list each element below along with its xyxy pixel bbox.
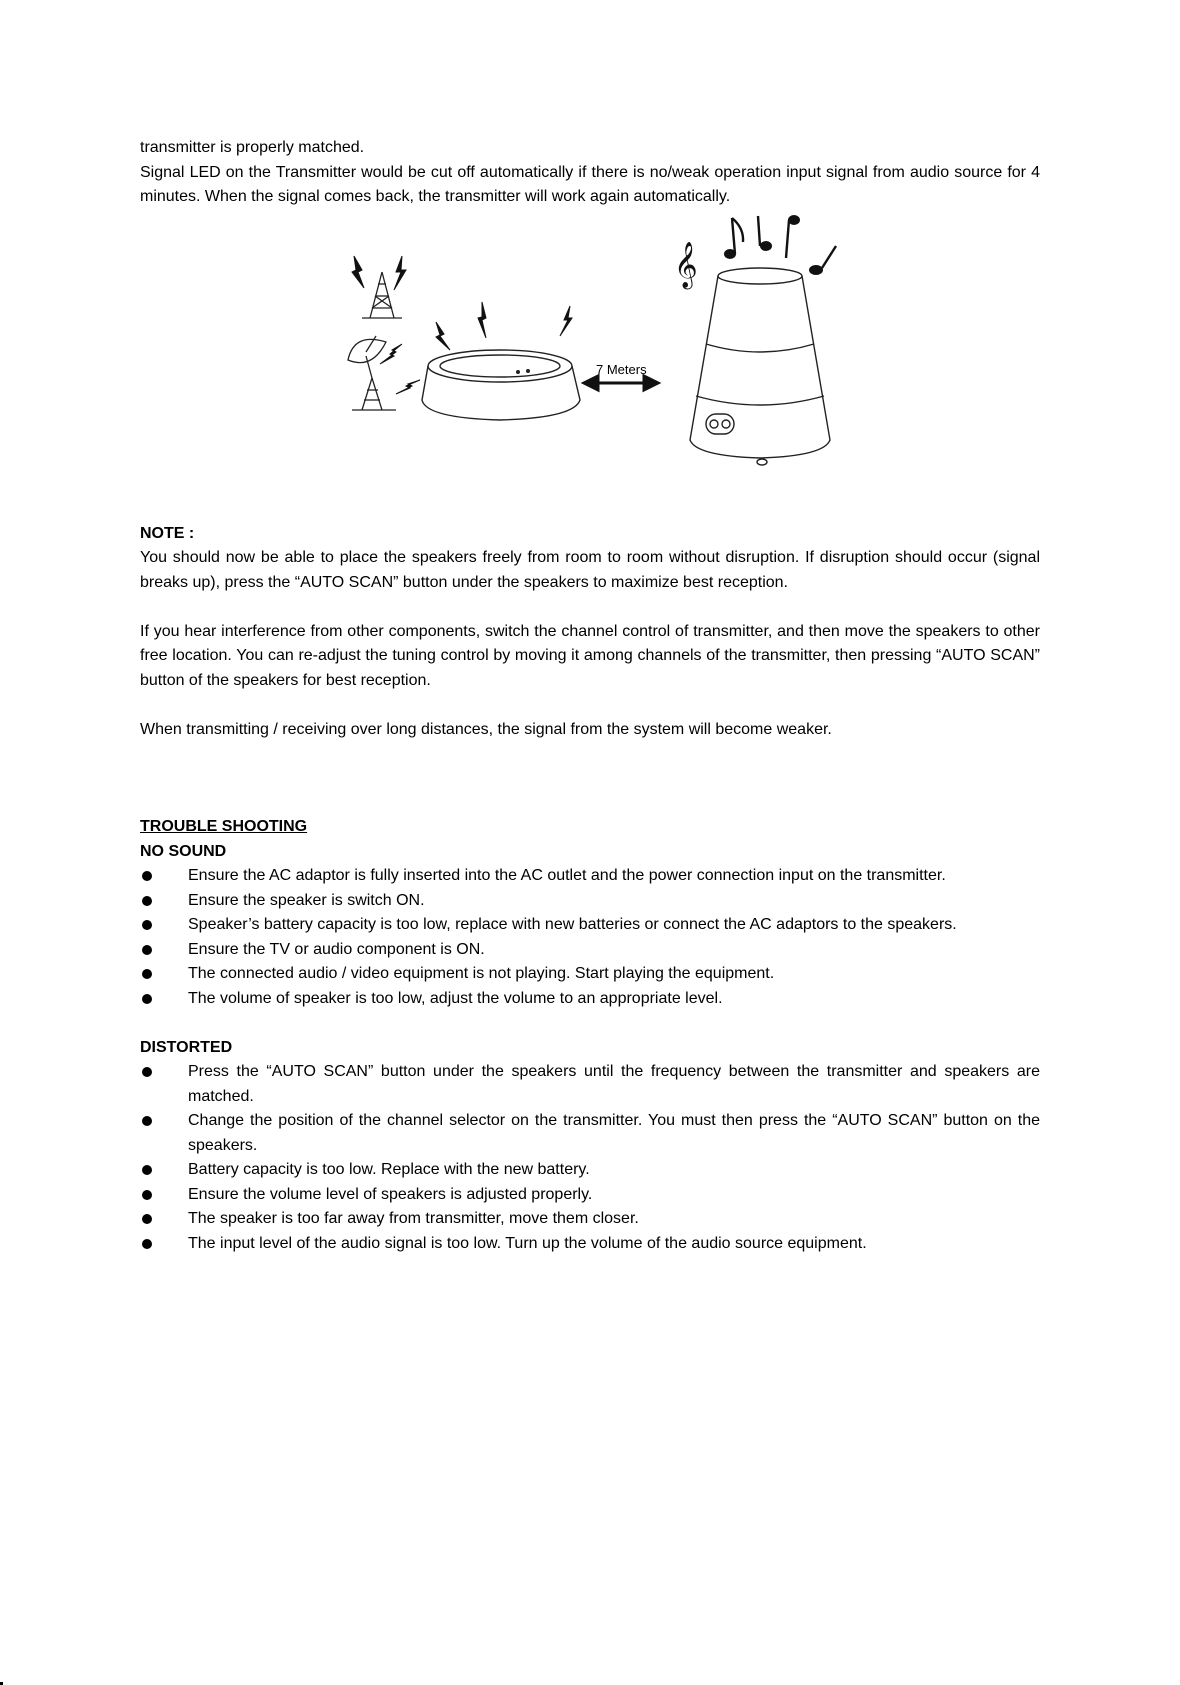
spacer [140,693,1040,718]
list-item [140,913,1040,938]
music-note-icons [674,215,836,290]
list-item [140,962,1040,987]
bullet-icon [142,1116,152,1126]
list-item [140,889,1040,914]
bullet-icon [142,871,152,881]
list-item [140,1183,1040,1208]
list-item [140,1060,1040,1109]
bullet-icon [142,1190,152,1200]
distance-arrow [584,376,658,390]
no-sound-title: NO SOUND [140,842,227,860]
list-item-text: Ensure the TV or audio component is ON. [188,940,485,958]
bullet-icon [142,1214,152,1224]
list-item-text: Ensure the speaker is switch ON. [188,891,425,909]
bullet-icon [142,896,152,906]
list-item [140,1207,1040,1232]
note-paragraph-2: If you hear interference from other components, switch the channel control of transmitter, and then move the speakers to other free location. You can re-adjust the tuning control by moving it among channels of the transmitter, then pressing “AUTO SCAN” button of the speakers for best reception. [140,622,1040,689]
wireless-range-illustration [140,210,1040,522]
bullet-icon [142,994,152,1004]
distance-label: 7 Meters [596,361,647,377]
troubleshooting-title: TROUBLE SHOOTING [140,818,308,835]
list-item [140,1232,1040,1257]
list-item-text: The speaker is too far away from transmitter, move them closer. [188,1210,639,1227]
distorted-title: DISTORTED [140,1038,233,1056]
satellite-dish-icon [348,336,396,410]
list-item [140,1158,1040,1183]
note-paragraph-3: When transmitting / receiving over long distances, the signal from the system will become weaker. [140,720,832,738]
list-item-text: The volume of speaker is too low, adjust the volume to an appropriate level. [188,989,723,1007]
transmitter-unit [422,350,580,420]
list-item [140,864,1040,889]
bullet-icon [142,1067,152,1077]
manual-page [140,136,1040,1256]
speaker-unit [690,268,830,465]
list-item-text: Speaker’s battery capacity is too low, replace with new batteries or connect the AC adaptors to the speakers. [188,916,957,933]
distorted-list [140,1060,1040,1256]
list-item [140,1109,1040,1158]
list-item [140,987,1040,1012]
list-item-text: Ensure the AC adaptor is fully inserted into the AC outlet and the power connection input on the transmitter. [188,867,946,884]
bullet-icon [142,969,152,979]
list-item-text: The connected audio / video equipment is not playing. Start playing the equipment. [188,965,775,982]
list-item-text: The input level of the audio signal is too low. Turn up the volume of the audio source equipment. [188,1234,867,1252]
bullet-icon [142,1239,152,1249]
list-item-text: Battery capacity is too low. Replace with the new battery. [188,1161,590,1178]
list-item [140,938,1040,963]
spacer [140,1011,1040,1036]
svg-text:𝄞: 𝄞 [674,241,698,288]
signal-bolt-icons [352,256,572,394]
note-title: NOTE : [140,524,195,542]
intro-line: transmitter is properly matched. [140,139,365,156]
spacer [140,595,1040,620]
bullet-icon [142,920,152,930]
broadcast-tower-icon [362,272,402,318]
bullet-icon [142,1165,152,1175]
intro-paragraph: Signal LED on the Transmitter would be cut off automatically if there is no/weak operation input signal from audio source for 4 minutes. When the signal comes back, the transmitter will work again automatically. [140,163,1040,205]
note-paragraph-1: You should now be able to place the speakers freely from room to room without disruption. If disruption should occur (signal breaks up), press the “AUTO SCAN” button under the speakers to maximize best reception. [140,549,1040,591]
list-item-text: Press the “AUTO SCAN” button under the speakers until the frequency between the transmitter and speakers are matched. [188,1063,1040,1105]
bullet-icon [142,945,152,955]
list-item-text: Change the position of the channel selector on the transmitter. You must then press the “AUTO SCAN” button on the speakers. [188,1112,1040,1154]
section-spacer [140,742,1040,815]
range-diagram [140,210,1040,522]
no-sound-list [140,864,1040,1011]
list-item-text: Ensure the volume level of speakers is adjusted properly. [188,1185,593,1203]
